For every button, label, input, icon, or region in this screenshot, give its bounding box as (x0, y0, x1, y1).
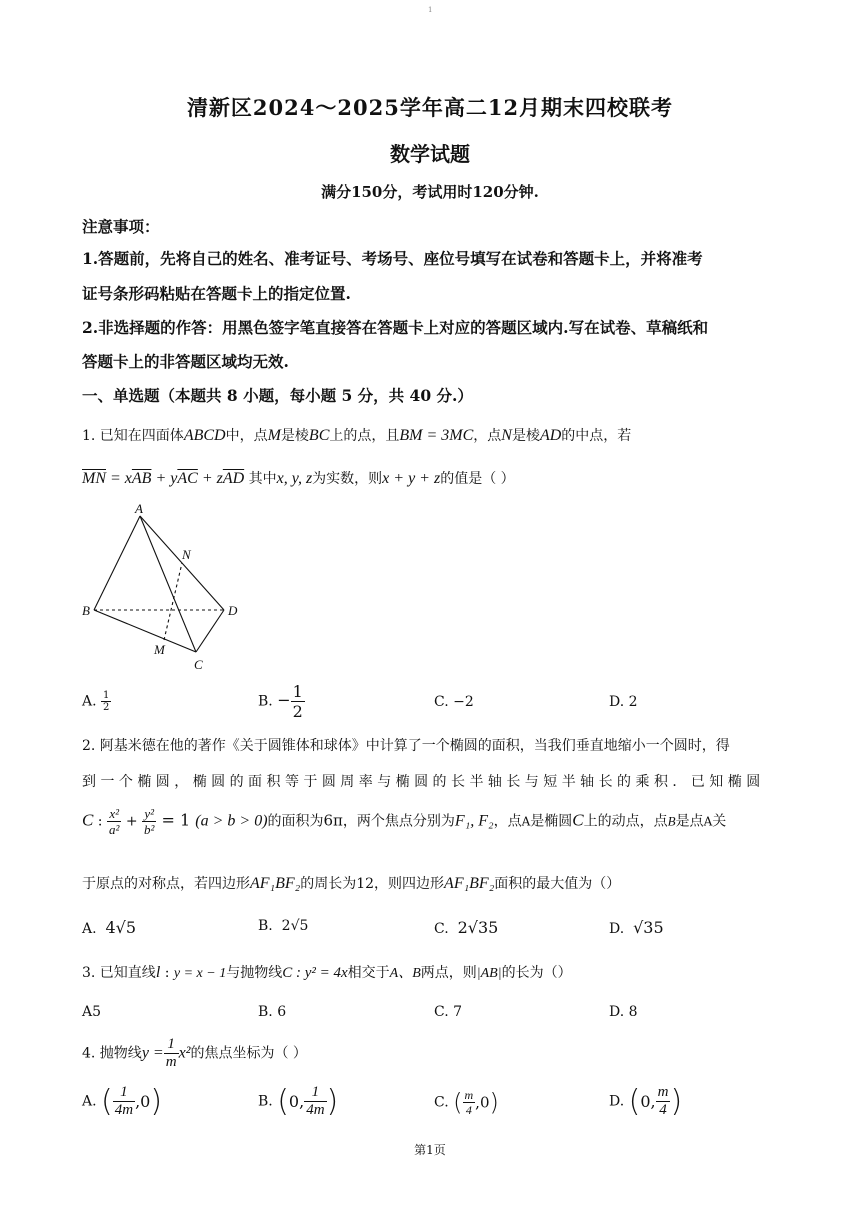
q4-text: 的焦点坐标为（ ） (190, 1045, 307, 1062)
page-subtitle: 数学试题 (390, 142, 470, 166)
minus-sign: − (277, 690, 291, 710)
q1-eq: + y (151, 470, 178, 487)
q1-option-b (258, 682, 305, 721)
q1-var: BC (308, 427, 330, 444)
notice-item1-line2: 证号条形码粘贴在答题卡上的指定位置. (82, 284, 351, 303)
exam-info: 满分150分，考试用时120分钟. (321, 183, 539, 201)
q2-text: 是点 (675, 813, 704, 830)
left-paren: ( (453, 1088, 463, 1117)
q2-var: B (667, 813, 676, 829)
q2-text: 的面积为 (267, 813, 324, 830)
label-a: A (135, 501, 143, 516)
frac-num: 1 (304, 1084, 326, 1102)
q3-line (82, 962, 572, 982)
q2-var: 6π (323, 811, 343, 830)
q1-option-a (82, 690, 111, 713)
frac-den: b² (144, 822, 155, 837)
q4-var: y = (141, 1044, 164, 1062)
coord-tail: ,0 (475, 1093, 490, 1112)
q3-text: 的长为（） (501, 965, 572, 981)
q2-line4 (82, 873, 620, 893)
frac-den: 4m (114, 1102, 134, 1118)
q3-text: 3. 已知直线 (82, 965, 156, 981)
right-paren: ) (489, 1088, 499, 1117)
q2-text: : (93, 813, 107, 830)
frac-num: 1 (292, 682, 303, 701)
q1-line2 (82, 468, 515, 488)
fraction (291, 682, 305, 721)
q1-text: 中，点 (225, 428, 268, 444)
q2-text: 的周长为12，则四边形 (300, 876, 445, 892)
option-value: 2 (628, 694, 638, 710)
left-paren: ( (277, 1084, 289, 1119)
q2-var: AF₁BF₂ (444, 875, 495, 892)
fraction-y2-b2 (142, 806, 156, 837)
q2-text: ，点 (493, 813, 522, 830)
q1-text: 的值是（ ） (440, 471, 515, 487)
q1-var: AD (539, 427, 562, 444)
notice-item2-line2: 答题卡上的非答题区域均无效. (82, 352, 289, 371)
notice-heading: 注意事项： (82, 217, 160, 236)
q1-var: x, y, z (276, 470, 313, 487)
vector-ad: $\overline{AD}$ (222, 470, 245, 487)
q1-var: M (267, 427, 281, 444)
q2-option-a (82, 918, 136, 937)
frac-num: 1 (103, 690, 110, 701)
top-page-mark: 1 (428, 6, 433, 14)
q1-option-d (609, 694, 638, 710)
q1-var: N (501, 427, 512, 444)
frac-num: m (464, 1088, 474, 1102)
q2-var: C (572, 810, 584, 830)
q2-var: A (703, 814, 713, 829)
option-label: D. (609, 1093, 625, 1110)
q2-option-c (434, 918, 498, 937)
option-label: C. (434, 694, 449, 710)
label-b: B (82, 603, 90, 618)
section1-heading: 一、单选题（本题共 8 小题，每小题 5 分，共 40 分.） (82, 386, 473, 405)
fraction (463, 1088, 476, 1117)
coord-tail: ,0 (135, 1092, 151, 1111)
q4-option-c (434, 1088, 499, 1117)
frac-den: 4 (465, 1103, 472, 1117)
option-value: 4√5 (105, 918, 137, 937)
q1-var: ABCD (183, 427, 226, 444)
frac-num: 1 (113, 1084, 135, 1102)
q2-line3: C : $\frac{\text{x²}}{\text{a²}}$ + $\frac{\text{y²}}{\text{b²}}$ = 1 (a > b > 0)的面积为6π，两个焦点分别为F₁, F₂，点A是椭圆C上的动点，点B是点A关 (82, 806, 727, 837)
option-label: B. (258, 693, 273, 710)
q3-option-b: B. 6 (258, 1004, 287, 1020)
fraction-x2-a2 (107, 806, 121, 837)
segment-mn-hidden (164, 563, 182, 640)
frac-den: 4m (306, 1102, 325, 1118)
right-paren: ) (150, 1084, 163, 1119)
right-paren: ) (326, 1084, 339, 1119)
frac-den: 2 (103, 702, 110, 713)
option-label: B. (258, 1093, 273, 1110)
q2-var: AF₁BF₂ (250, 875, 301, 892)
coord-head: 0, (288, 1092, 305, 1111)
coord-head: 0, (640, 1092, 656, 1111)
q3-text: : (160, 965, 174, 981)
page-title: 清新区2024～2025学年高二12月期末四校联考 (186, 95, 674, 120)
q2-text: ，两个焦点分别为 (342, 813, 455, 830)
q1-var: x + y + z (382, 470, 441, 487)
option-label: D. (609, 921, 625, 937)
fraction (164, 1036, 179, 1071)
q4-option-b (258, 1084, 338, 1119)
q1-text: 其中 (248, 471, 277, 487)
q2-text: 面积的最大值为（） (494, 876, 621, 892)
q3-text: 相交于 (347, 965, 390, 981)
option-label: A. (82, 1093, 97, 1110)
page-footer: 第1页 (414, 1143, 446, 1157)
q2-var: A (521, 814, 531, 829)
frac-num: 1 (164, 1036, 179, 1054)
frac-den: 4 (659, 1102, 667, 1118)
option-value: 2√35 (457, 918, 499, 937)
q1-var: BM = 3MC (399, 427, 474, 444)
q3-text: 与抛物线 (226, 965, 283, 981)
q2-option-d (609, 918, 664, 937)
q2-text: 上的动点，点 (583, 813, 668, 830)
fraction (656, 1084, 671, 1119)
tetrahedron-figure (78, 500, 258, 680)
vector-ab: $\overline{AB}$ (131, 470, 152, 487)
q2-text: = 1 (156, 810, 196, 830)
fraction (101, 690, 111, 713)
q3-var: A、B (389, 966, 421, 981)
edge-cd (196, 610, 224, 652)
q4-line (82, 1036, 307, 1071)
q2-var: (a > b > 0) (195, 812, 268, 830)
label-n: N (182, 547, 191, 562)
q1-line1 (82, 425, 631, 445)
q4-var: x² (178, 1044, 191, 1062)
edge-ac (140, 516, 196, 652)
vector-mn: $\overline{MN}$ (82, 470, 106, 487)
frac-den: m (165, 1054, 177, 1070)
frac-den: 2 (292, 702, 303, 721)
left-paren: ( (628, 1084, 641, 1119)
q2-option-b (258, 918, 308, 934)
edge-bc (94, 610, 196, 652)
fraction (304, 1084, 326, 1119)
option-label: C. (434, 921, 449, 937)
frac-num: m (657, 1084, 669, 1100)
q3-var: l (155, 964, 161, 981)
q1-text: 是棱 (511, 428, 540, 444)
label-c: C (194, 657, 203, 672)
left-paren: ( (101, 1084, 113, 1119)
q2-text: 关 (712, 813, 727, 830)
q1-text: 1. 已知在四面体 (82, 428, 184, 444)
q2-text: 是椭圆 (530, 813, 573, 830)
option-value: √35 (633, 918, 664, 937)
q4-option-a (82, 1084, 162, 1119)
q3-var: y = x − 1 (173, 966, 227, 981)
q3-var: C : y² = 4x (282, 965, 348, 981)
q3-text: 两点，则 (420, 965, 477, 981)
option-label: A. (82, 693, 97, 710)
label-d: D (228, 603, 238, 618)
q2-line2: 到 一 个 椭 圆 ， 椭 圆 的 面 积 等 于 圆 周 率 与 椭 圆 的 长 半 轴 长 与 短 半 轴 长 的 乘 积 ． 已 知 椭 圆 (82, 774, 761, 790)
q1-text: 是棱 (280, 428, 309, 444)
q1-eq: = x (106, 470, 132, 487)
q1-text: 的中点，若 (561, 428, 632, 444)
q1-option-c (434, 694, 474, 710)
vector-ac: $\overline{AC}$ (177, 470, 198, 487)
q3-var: |AB| (476, 966, 502, 981)
q2-text: 于原点的对称点，若四边形 (82, 876, 250, 892)
frac-den: a² (108, 822, 120, 837)
frac-num: y² (142, 806, 156, 822)
notice-item1-line1: 1.答题前，先将自己的姓名、准考证号、考场号、座位号填写在试卷和答题卡上，并将准考 (82, 249, 703, 268)
option-label: A. (82, 921, 97, 937)
q1-text: 上的点，且 (329, 428, 400, 444)
q2-var: C (82, 810, 94, 830)
q4-text: 4. 抛物线 (82, 1045, 142, 1062)
q4-option-d (609, 1084, 682, 1119)
frac-num: x² (107, 806, 121, 822)
option-value: 2√5 (281, 918, 309, 934)
option-label: C. (434, 1094, 449, 1111)
q1-text: ，点 (473, 428, 502, 444)
q2-line1: 2. 阿基米德在他的著作《关于圆锥体和球体》中计算了一个椭圆的面积，当我们垂直地缩小一个圆时，得 (82, 738, 730, 754)
label-m: M (154, 642, 165, 657)
q1-text: 为实数，则 (312, 471, 383, 487)
notice-item2-line1: 2.非选择题的作答：用黑色签字笔直接答在答题卡上对应的答题区域内.写在试卷、草稿纸和 (82, 318, 709, 337)
q1-eq: + z (197, 470, 223, 487)
option-label: B. (258, 918, 273, 934)
fraction (113, 1084, 135, 1119)
edge-ab (94, 516, 140, 610)
q2-var: F₁, F₂ (454, 812, 494, 830)
q3-option-a: A5 (82, 1004, 102, 1020)
q3-option-c: C. 7 (434, 1004, 463, 1020)
q3-option-d: D. 8 (609, 1004, 638, 1020)
option-value: −2 (453, 694, 474, 710)
right-paren: ) (670, 1084, 683, 1119)
option-label: D. (609, 694, 625, 710)
